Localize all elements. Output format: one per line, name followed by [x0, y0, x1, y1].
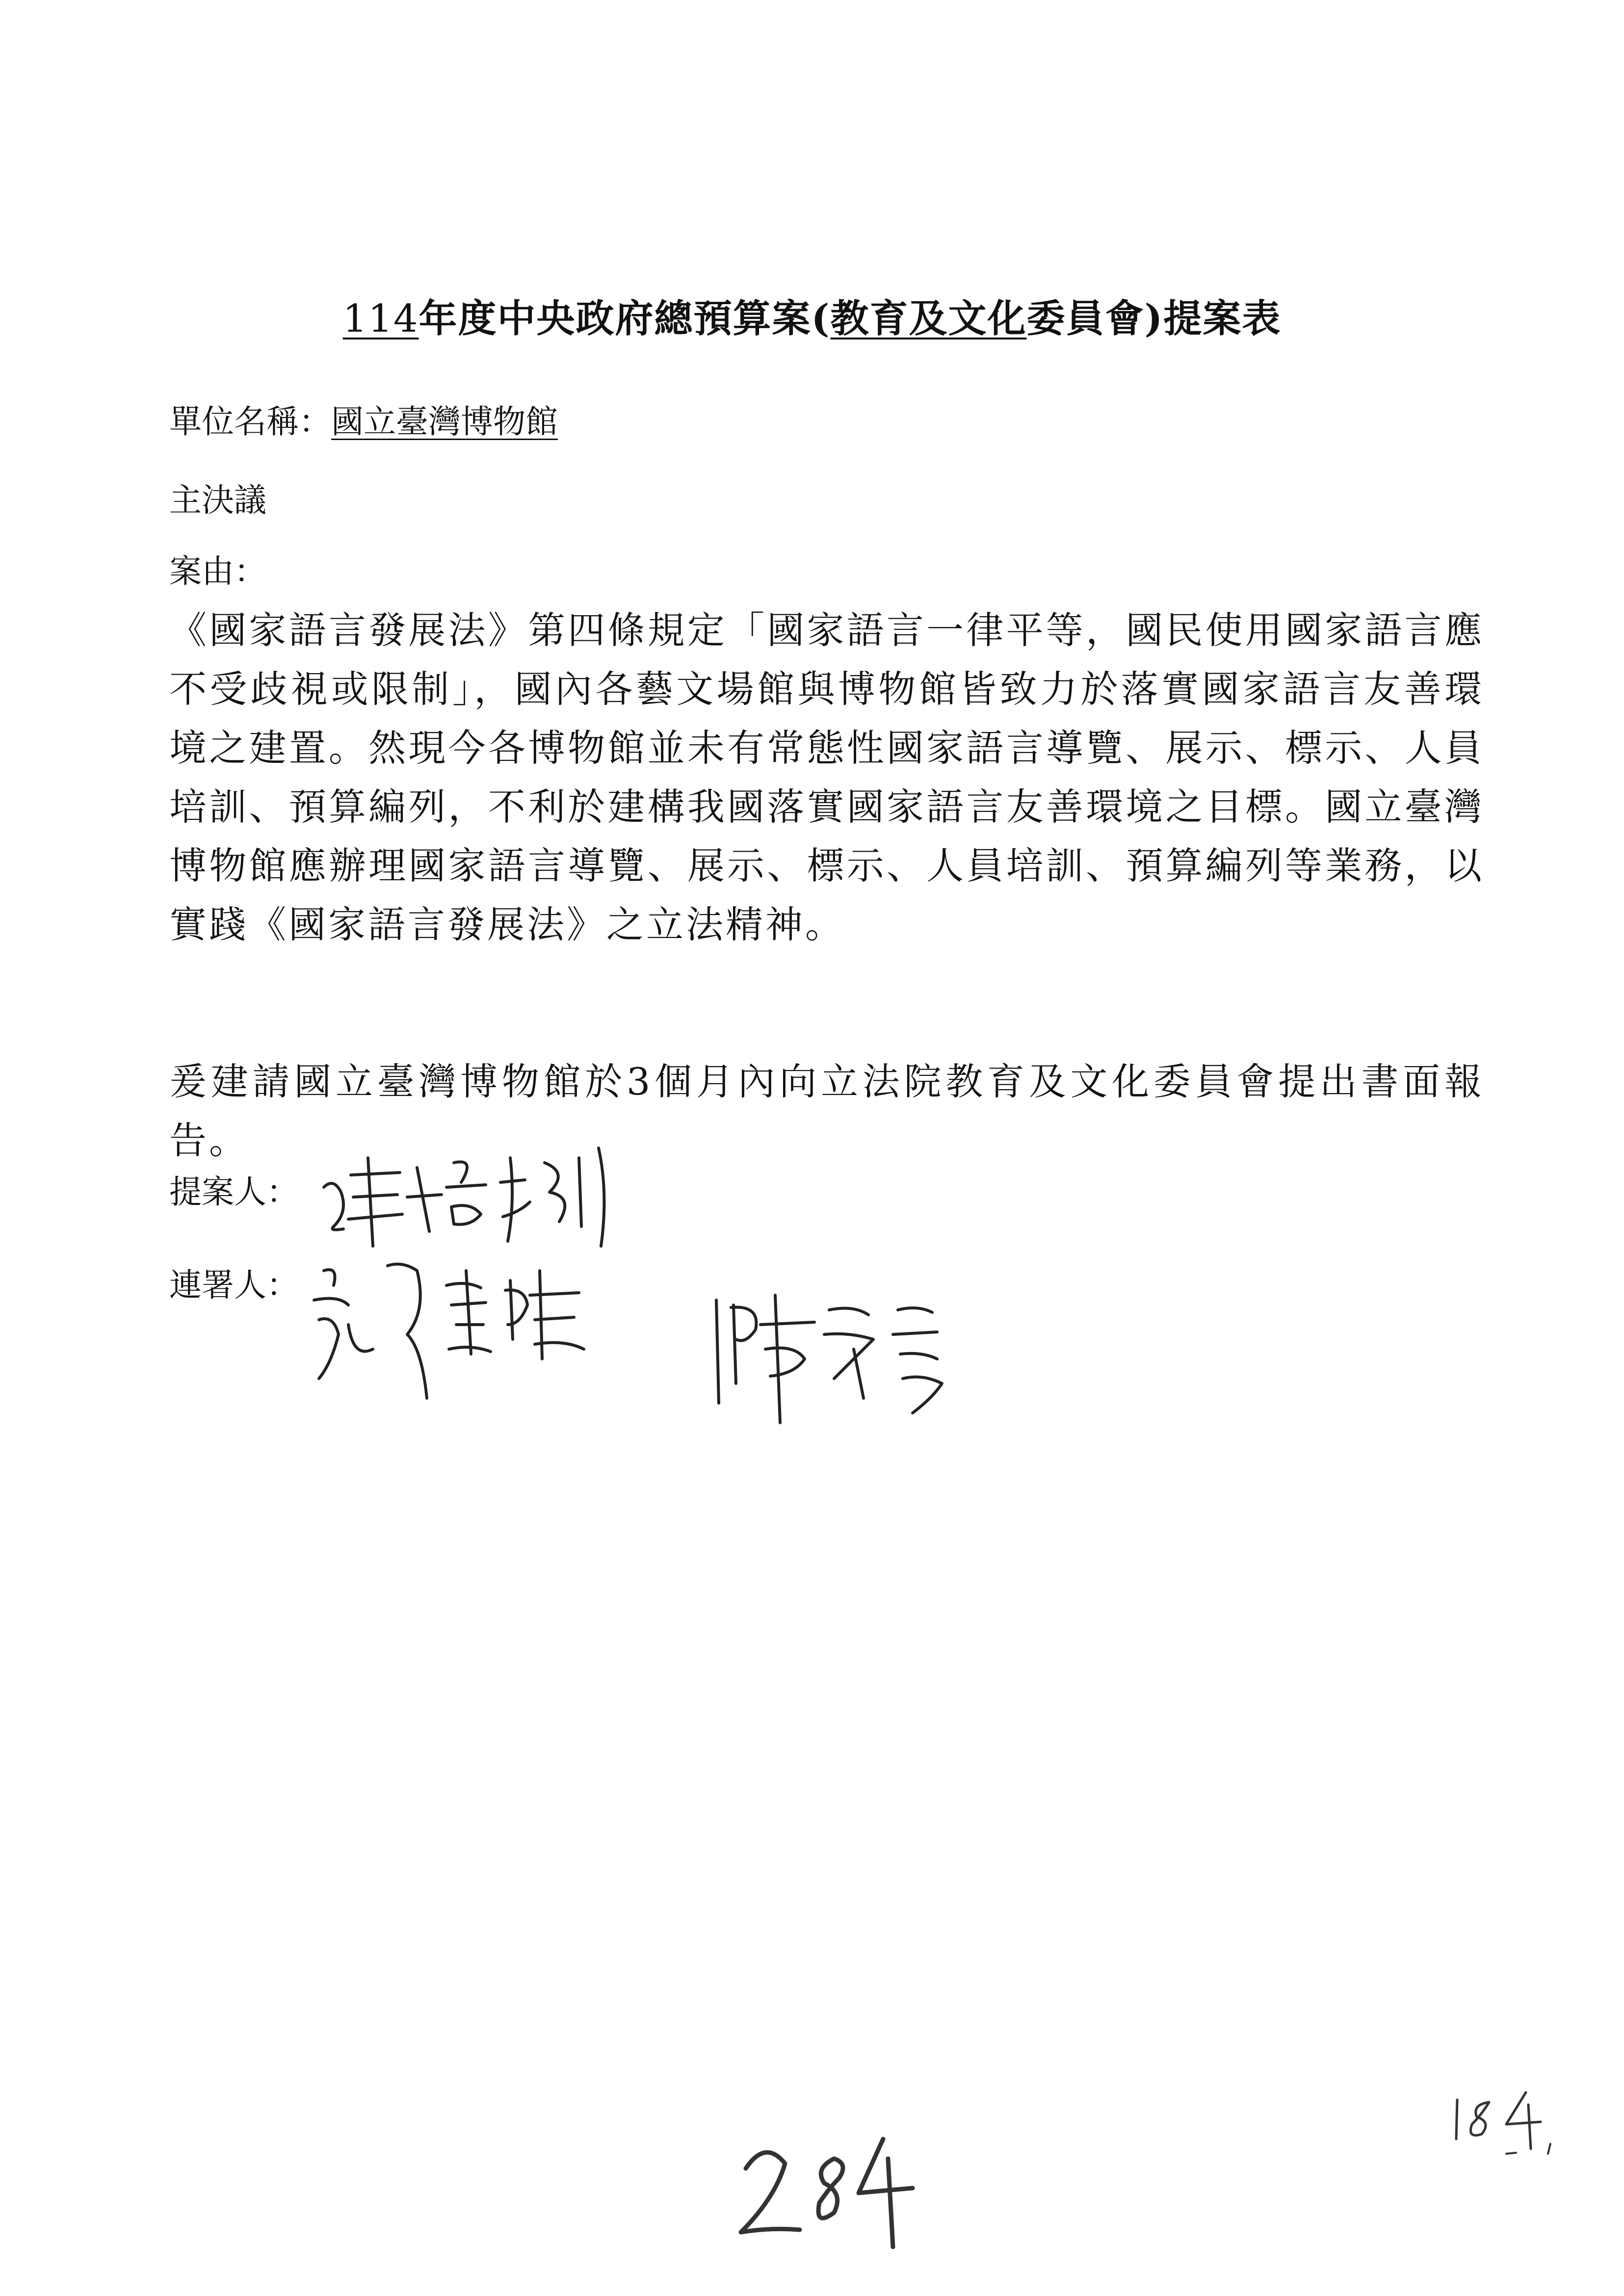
unit-line: [169, 400, 558, 444]
corner-page-number: [1442, 2085, 1570, 2164]
cosigner-signature-1: [304, 1251, 608, 1418]
title-pre: 年度中央政府總預算案(: [419, 296, 831, 341]
title-committee: 教育及文化: [830, 296, 1027, 341]
document-title: [0, 294, 1624, 343]
proposer-label: 提案人：: [169, 1173, 299, 1211]
cosigners-label: 連署人：: [169, 1266, 299, 1304]
reason-text: 《國家語言發展法》第四條規定「國家語言一律平等，國民使用國家語言應不受歧視或限制」，國內各藝文場館與博物館皆致力於落實國家語言友善環境之建置。然現今各博物館並未有常態性國家語言導覽、展示、標示、人員培訓、預算編列，不利於建構我國落實國家語言友善環境之目標。國立臺灣博物館應辦理國家語言導覽、展示、標示、人員培訓、預算編列等業務，以實踐《國家語言發展法》之立法精神。: [169, 608, 1484, 946]
bottom-page-number: [726, 2129, 932, 2257]
request-text: 爰建請國立臺灣博物館於3個月內向立法院教育及文化委員會提出書面報告。: [169, 1060, 1484, 1162]
reason-label: 案由：: [169, 552, 266, 590]
unit-label: 單位名稱：: [169, 403, 331, 441]
resolution-type: 主決議: [169, 481, 266, 519]
unit-value: 國立臺灣博物館: [331, 403, 558, 441]
proposer-signature: [314, 1128, 618, 1256]
title-year: 114: [342, 297, 419, 341]
cosigner-signature-2: [707, 1285, 962, 1433]
title-post: 委員會)提案表: [1026, 296, 1282, 341]
